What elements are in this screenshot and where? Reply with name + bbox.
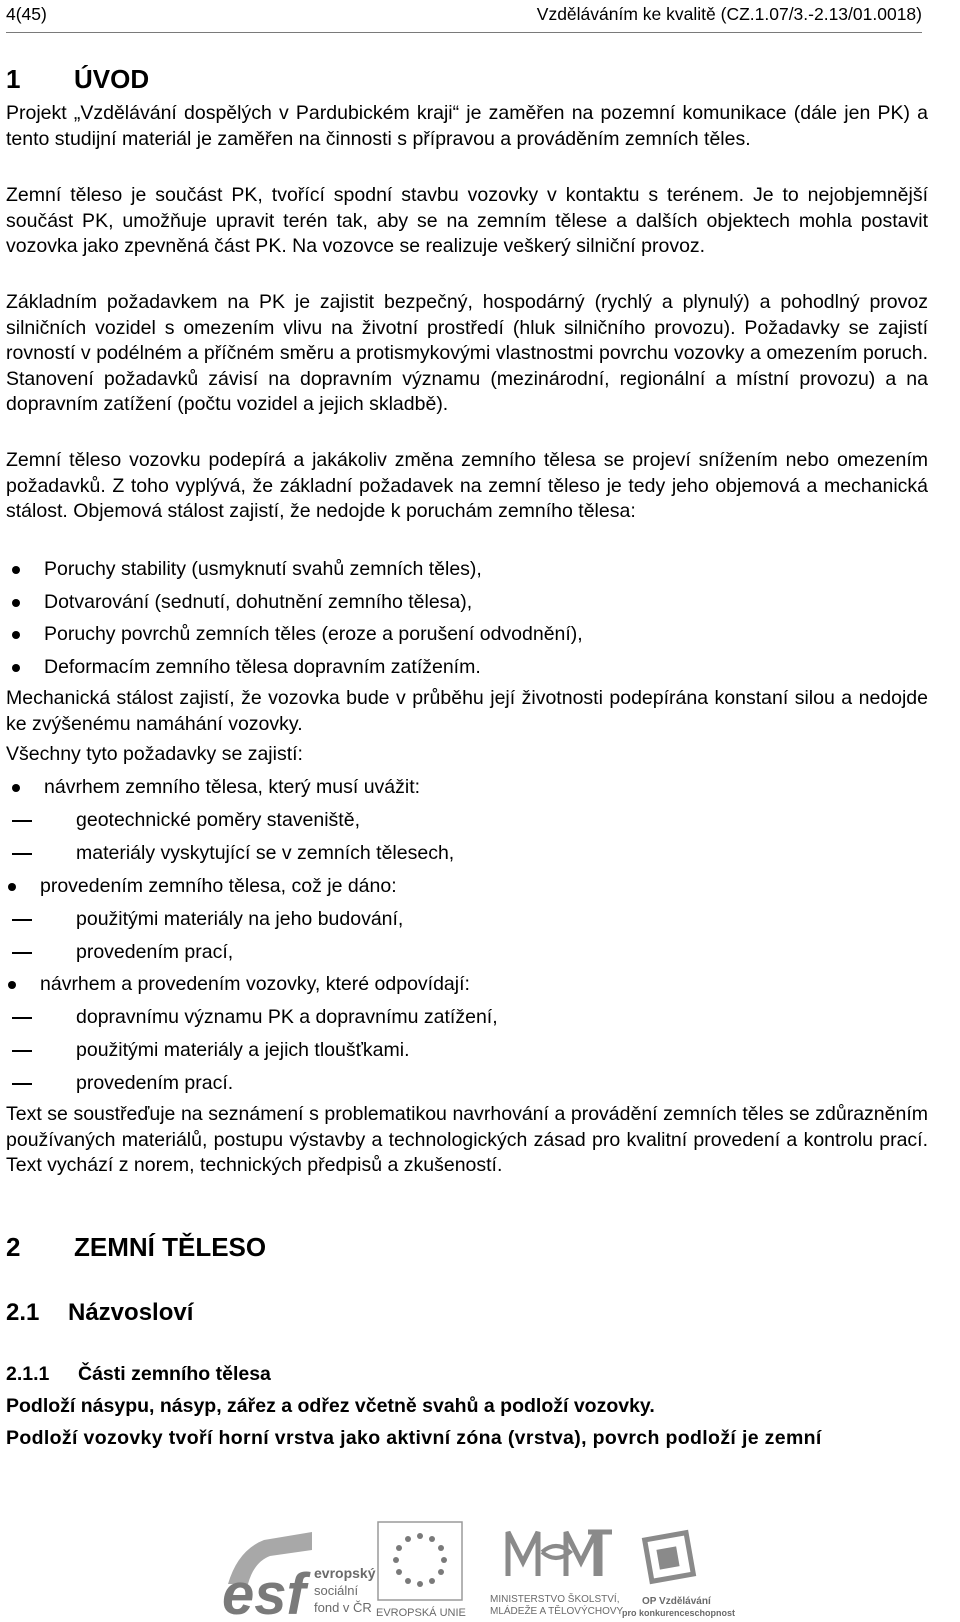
eu-logo [376, 1522, 466, 1619]
bullet-icon [8, 981, 16, 989]
list-item: provedením prací, [6, 940, 233, 965]
paragraph-text-summary: Text se soustřeďuje na seznámení s problematikou navrhování a provádění zemních těles se zdůrazněním používaných materiálů, postupu výstavby a technologických zásad pro kvalitní provedení a kontrolu prací. Text vychází z norem, technických předpisů a zkušeností. [6, 1103, 928, 1176]
subsubsection-heading-2-1-1: 2.1.1 Části zemního tělesa [6, 1363, 271, 1385]
paragraph-mechanicka: Mechanická stálost zajistí, že vozovka bude v průběhu její životnosti podepírána konstaní silou a nedojde ke zvýšenému namáhání vozovky. [6, 687, 928, 735]
op-logo [622, 1533, 735, 1618]
dash-icon [12, 952, 32, 954]
paragraph-zemni-teleso: Zemní těleso je součást PK, tvořící spodní stavbu vozovky v kontaktu s terénem. Je to nejobjemnější součást PK, umožňuje upravit terén tak, aby se na zemním tělese a dalších objektech mohla postavit vozovka jako zpevněná část PK. Na vozovce se realizuje veškerý silniční provoz. [6, 184, 928, 257]
esf-text-line2: sociální [314, 1583, 359, 1598]
list-item: provedením zemního tělesa, což je dáno: [6, 874, 397, 899]
paragraph-intro: Projekt „Vzdělávání dospělých v Pardubickém kraji“ je zaměřen na pozemní komunikace (dále jen PK) a tento studijní materiál je zaměřen na činnosti s přípravou a prováděním zemních těles. [6, 102, 928, 150]
paragraph-stalost: Zemní těleso vozovku podepírá a jakákoliv změna zemního tělesa se projeví snížením nebo omezením požadavků. Z toho vyplývá, že základní požadavek na zemní těleso je tedy jeho objemová a mechanická stálost. Objemová stálost zajistí, že nedojde k poruchám zemního tělesa: [6, 449, 928, 522]
esf-logo [222, 1532, 376, 1622]
list-item: provedením prací. [6, 1071, 233, 1096]
bold-paragraph-2: Podloží vozovky tvoří horní vrstva jako aktivní zóna (vrstva), povrch podloží je zemní [6, 1427, 822, 1449]
bullet-icon [12, 599, 20, 607]
msmt-logo [490, 1532, 624, 1617]
esf-text-line3: fond v ČR [314, 1600, 372, 1615]
page-number: 4(45) [6, 4, 47, 24]
msmt-text-line1: MINISTERSTVO ŠKOLSTVÍ, [490, 1594, 620, 1605]
list-item: dopravnímu významu PK a dopravnímu zatížení, [6, 1005, 498, 1030]
dash-icon [12, 853, 32, 855]
footer-logos [220, 1492, 736, 1622]
list-item: použitými materiály a jejich tloušťkami. [6, 1038, 410, 1063]
paragraph-pozadavky: Základním požadavkem na PK je zajistit bezpečný, hospodárný (rychlý a plynulý) a pohodlný provoz silničních vozidel s omezením vlivu na životní prostředí (hluk silničního provozu). Požadavky se zajistí rovností v podélném a příčném směru a protismykovými vlastnostmi povrchu vozovky a omezením poruch. Stanovení požadavků závisí na dopravním významu (mezinárodní, regionální a místní provozu) a na dopravním zatížení (počtu vozidel a jejich skladbě). [6, 291, 928, 415]
op-text-line1: OP Vzdělávání [642, 1596, 711, 1607]
dash-icon [12, 919, 32, 921]
bold-paragraph-1: Podloží násypu, násyp, zářez a odřez včetně svahů a podloží vozovky. [6, 1395, 655, 1417]
bullet-icon [12, 631, 20, 639]
paragraph-zajisti: Všechny tyto požadavky se zajistí: [6, 743, 303, 765]
eu-stars-icon [393, 1533, 447, 1587]
page-header [6, 4, 922, 33]
bullet-icon [12, 664, 20, 672]
op-text-line2: pro konkurenceschopnost [622, 1608, 736, 1618]
dash-icon [12, 1017, 32, 1019]
list-item: geotechnické poměry staveniště, [6, 808, 360, 833]
bullet-icon [12, 784, 20, 792]
eu-text: EVROPSKÁ UNIE [376, 1607, 466, 1619]
dash-icon [12, 820, 32, 822]
list-item: Dotvarování (sednutí, dohutnění zemního tělesa), [6, 590, 472, 615]
bullet-icon [12, 566, 20, 574]
dash-icon [12, 1050, 32, 1052]
esf-text-line1: evropský [314, 1565, 376, 1581]
msmt-m-icon [508, 1532, 538, 1576]
list-item: návrhem a provedením vozovky, které odpovídají: [6, 972, 470, 997]
list-item: Poruchy povrchů zemních těles (eroze a porušení odvodnění), [6, 622, 583, 647]
list-item: materiály vyskytující se v zemních tělesech, [6, 841, 454, 866]
section-heading-1: 1 ÚVOD [6, 64, 150, 94]
dash-icon [12, 1083, 32, 1085]
msmt-text-line2: MLÁDEŽE A TĚLOVÝCHOVY [490, 1606, 624, 1617]
list-item: použitými materiály na jeho budování, [6, 907, 403, 932]
section-heading-2: 2 ZEMNÍ TĚLESO [6, 1232, 267, 1262]
subsection-heading-2-1: 2.1 Názvosloví [6, 1299, 194, 1326]
bullet-icon [8, 883, 16, 891]
list-item: Poruchy stability (usmyknutí svahů zemních těles), [6, 557, 482, 582]
esf-mark: esf [222, 1562, 306, 1622]
project-title: Vzděláváním ke kvalitě (CZ.1.07/3.-2.13/01.0018) [536, 4, 922, 24]
list-item: Deformacím zemního tělesa dopravním zatížením. [6, 655, 481, 680]
list-item: návrhem zemního tělesa, který musí uvážit: [6, 775, 420, 800]
